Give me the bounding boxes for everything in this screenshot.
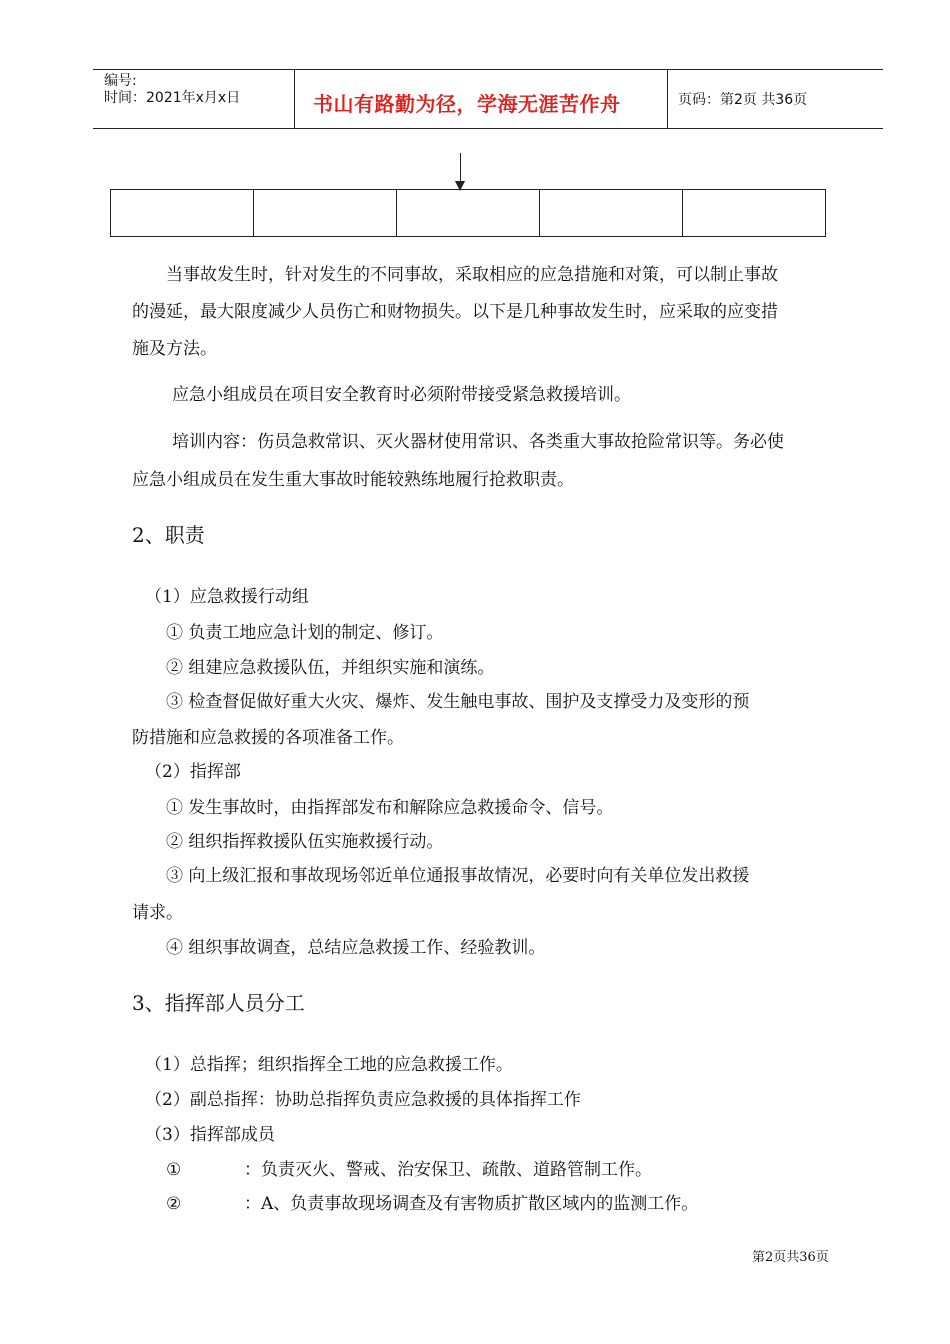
paragraph-line: 当事故发生时，针对发生的不同事故，采取相应的应急措施和对策，可以制止事故: [166, 265, 778, 285]
paragraph-line: 应急小组成员在项目安全教育时必须附带接受紧急救援培训。: [172, 385, 631, 405]
header-divider-right: [667, 69, 668, 129]
paragraph-line: 培训内容：伤员急救常识、灭火器材使用常识、各类重大事故抢险常识等。务必使: [172, 432, 784, 452]
header-page-label: 页码：第2页 共36页: [678, 92, 808, 108]
section-line: ① 负责工地应急计划的制定、修订。: [166, 623, 444, 643]
member-number: ②: [166, 1194, 182, 1214]
section-line: ③ 向上级汇报和事故现场邻近单位通报事故情况，必要时向有关单位发出救援: [166, 866, 750, 886]
flow-box-row: [110, 189, 826, 237]
member-number: ①: [166, 1160, 182, 1180]
flow-box: [254, 190, 397, 236]
flow-box: [111, 190, 254, 236]
header-top-rule: [93, 69, 883, 70]
header-divider-left: [294, 69, 295, 129]
section-heading: 2、职责: [132, 523, 205, 547]
section-line: ① 发生事故时，由指挥部发布和解除应急救援命令、信号。: [166, 798, 614, 818]
footer-page-number: 第2页共36页: [752, 1250, 829, 1265]
flow-arrow-shaft: [460, 153, 461, 183]
section-line: ③ 检查督促做好重大火灾、爆炸、发生触电事故、围护及支撑受力及变形的预: [166, 692, 750, 712]
section-line: 请求。: [132, 903, 183, 923]
section-line: （2）副总指挥：协助总指挥负责应急救援的具体指挥工作: [145, 1090, 581, 1110]
section-line: （2）指挥部: [145, 762, 241, 782]
header-motto: 书山有路勤为径，学海无涯苦作舟: [313, 92, 621, 116]
section-heading: 3、指挥部人员分工: [132, 991, 305, 1015]
flow-box: [683, 190, 825, 236]
paragraph-line: 的漫延，最大限度减少人员伤亡和财物损失。以下是几种事故发生时，应采取的应变措: [132, 302, 778, 322]
section-line: 防措施和应急救援的各项准备工作。: [132, 728, 404, 748]
section-line: （1）总指挥；组织指挥全工地的应急救援工作。: [145, 1055, 513, 1075]
header-bottom-rule: [93, 128, 883, 129]
paragraph-line: 施及方法。: [132, 339, 217, 359]
section-line: （1）应急救援行动组: [145, 587, 309, 607]
doc-time-label: 时间：2021年x月x日: [104, 90, 241, 106]
section-line: （3）指挥部成员: [145, 1125, 275, 1145]
member-duty: ：A、负责事故现场调查及有害物质扩散区域内的监测工作。: [244, 1194, 699, 1214]
section-line: ② 组建应急救援队伍，并组织实施和演练。: [166, 658, 495, 678]
flow-box: [540, 190, 683, 236]
flow-box: [397, 190, 540, 236]
section-line: ② 组织指挥救援队伍实施救援行动。: [166, 832, 444, 852]
paragraph-line: 应急小组成员在发生重大事故时能较熟练地履行抢救职责。: [132, 470, 574, 490]
member-duty: ：负责灭火、警戒、治安保卫、疏散、道路管制工作。: [244, 1160, 652, 1180]
section-line: ④ 组织事故调查，总结应急救援工作、经验教训。: [166, 938, 546, 958]
doc-number-label: 编号:: [104, 73, 137, 89]
